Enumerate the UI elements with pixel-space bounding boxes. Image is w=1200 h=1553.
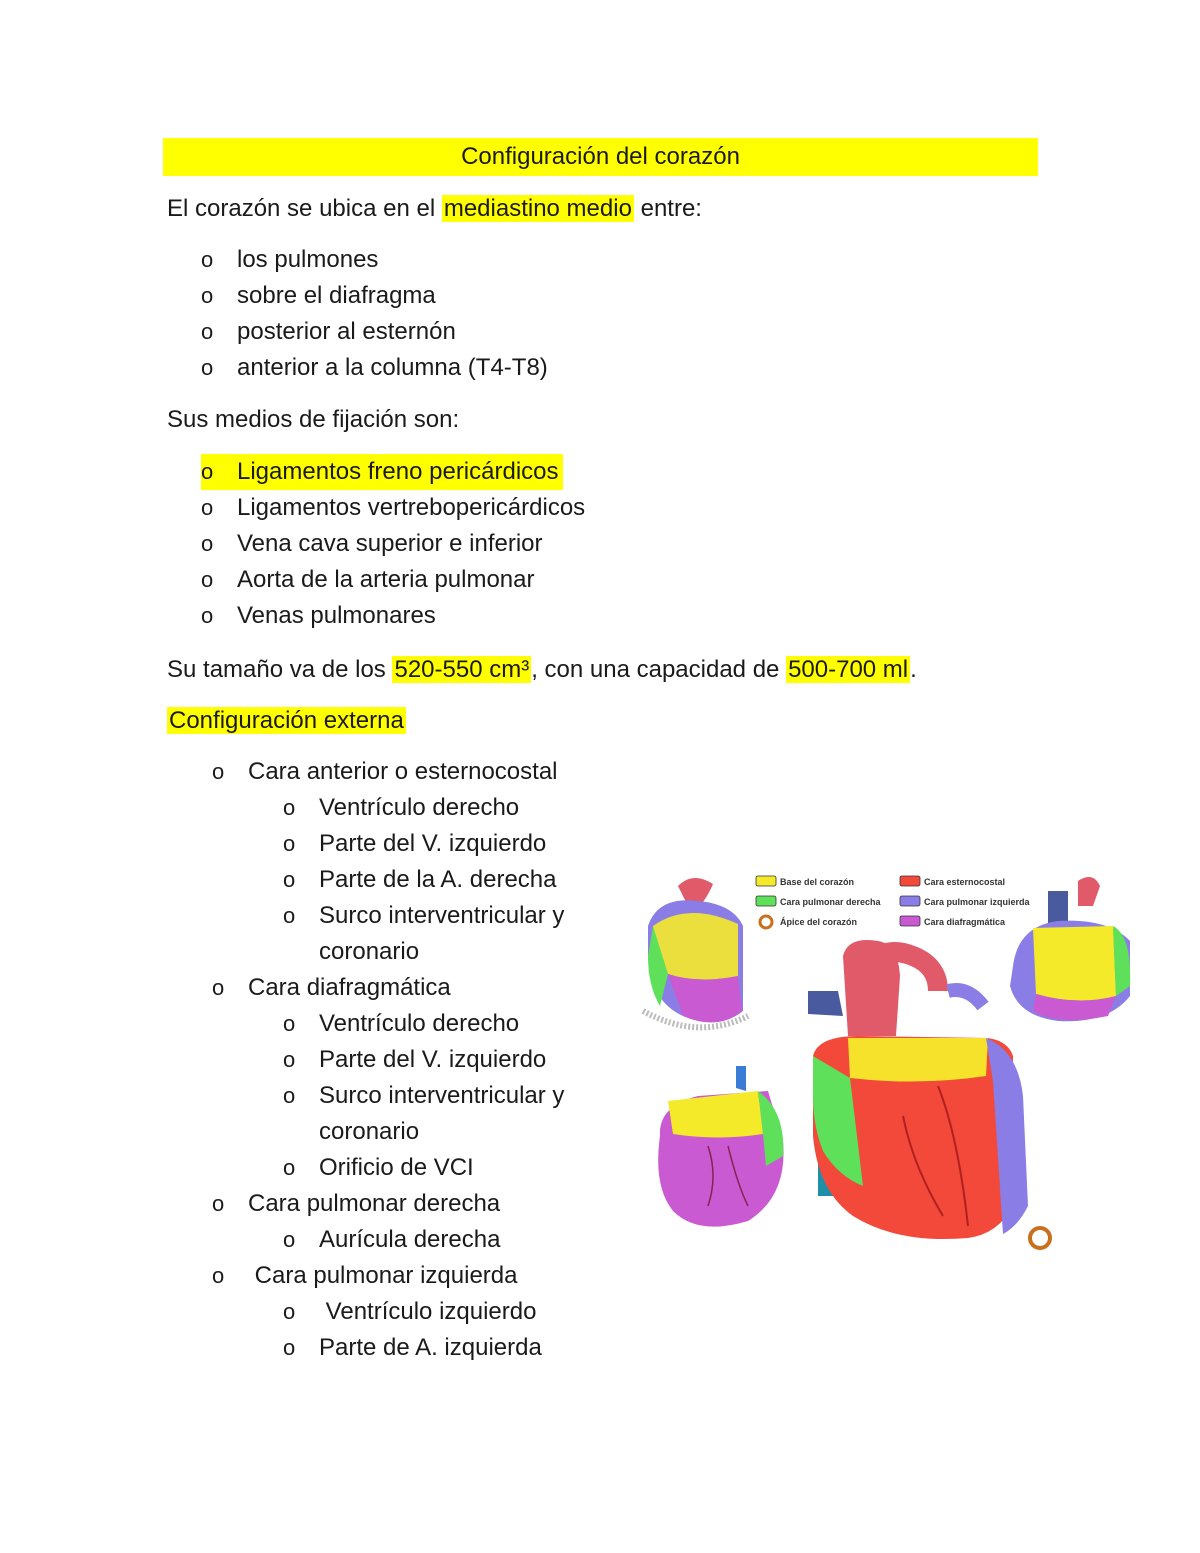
legend-label-sternocostal: Cara esternocostal <box>924 877 1006 887</box>
size-paragraph: Su tamaño va de los 520-550 cm³, con una capacidad de 500-700 ml. <box>167 656 917 683</box>
bullet-icon: o <box>201 283 214 308</box>
intro-after: entre: <box>633 195 702 222</box>
list-item: o Cara pulmonar izquierda <box>212 1262 518 1289</box>
page-title: Configuración del corazón <box>163 138 1038 176</box>
bullet-icon: o <box>201 247 214 272</box>
legend-swatch-right-pulmonary <box>756 896 776 906</box>
legend-swatch-base <box>756 876 776 886</box>
capacity-value: 500-700 ml <box>788 656 909 683</box>
list-item: o los pulmones <box>237 242 548 278</box>
list-item: o Cara anterior o esternocostal <box>248 754 564 790</box>
list-item: o Aorta de la arteria pulmonar <box>237 562 585 598</box>
bullet-icon: o <box>201 495 214 520</box>
list-item: o Venas pulmonares <box>237 598 585 634</box>
intro-paragraph <box>167 192 702 226</box>
sub-list-item: o Orificio de VCI <box>283 1154 474 1181</box>
bullet-icon: o <box>201 319 214 344</box>
legend-swatch-sternocostal <box>900 876 920 886</box>
list-item: o sobre el diafragma <box>237 278 548 314</box>
fixation-heading: Sus medios de fijación son: <box>167 406 460 433</box>
sub-list-item: o Surco interventricular y <box>283 1082 565 1109</box>
sub-list-item: o Parte del V. izquierdo <box>283 1046 547 1073</box>
list-item: o Cara pulmonar derecha <box>212 1190 501 1217</box>
list-item: o Vena cava superior e inferior <box>237 526 585 562</box>
bullet-icon: o <box>201 459 214 484</box>
sub-list-item: o Ventrículo derecho <box>283 1010 520 1037</box>
intro-highlight: mediastino medio <box>443 195 632 222</box>
bullet-icon: o <box>201 567 214 592</box>
legend-label-diaphragmatic: Cara diafragmática <box>924 917 1006 927</box>
sub-list-item: o Parte de la A. derecha <box>283 866 557 893</box>
external-heading: Configuración externa <box>169 707 404 734</box>
legend-label-apex: Ápice del corazón <box>780 917 858 927</box>
location-list <box>201 242 548 386</box>
bullet-icon: o <box>201 603 214 628</box>
sub-list-item: coronario <box>319 1118 420 1145</box>
legend-swatch-diaphragmatic <box>900 916 920 926</box>
heart-figure <box>638 866 1138 1256</box>
sub-list-item: o Aurícula derecha <box>283 1226 501 1253</box>
sub-list-item: o Surco interventricular y <box>283 902 565 929</box>
list-item: o anterior a la columna (T4-T8) <box>237 350 548 386</box>
sub-list-item: o Parte del V. izquierdo <box>283 830 547 857</box>
sub-list-item: coronario <box>319 938 420 965</box>
intro-before: El corazón se ubica en el <box>167 195 442 222</box>
list-item: o posterior al esternón <box>237 314 548 350</box>
legend-label-right-pulmonary: Cara pulmonar derecha <box>780 897 881 907</box>
heart-diagram <box>638 866 1138 1256</box>
bullet-icon: o <box>201 531 214 556</box>
legend-swatch-left-pulmonary <box>900 896 920 906</box>
size-value: 520-550 cm³ <box>394 656 530 683</box>
bullet-icon: o <box>212 759 225 784</box>
fixation-list <box>201 454 586 634</box>
sub-list-item: o Ventrículo izquierdo <box>283 1298 537 1325</box>
external-list <box>212 754 565 1366</box>
list-item: o Ligamentos freno pericárdicos <box>237 454 585 490</box>
legend-label-left-pulmonary: Cara pulmonar izquierda <box>924 897 1030 907</box>
sub-list-item: o Ventrículo derecho <box>283 794 520 821</box>
bullet-icon: o <box>201 355 214 380</box>
list-item: o Cara diafragmática <box>212 974 451 1001</box>
list-item: o Ligamentos vertrebopericárdicos <box>237 490 585 526</box>
legend-label-base: Base del corazón <box>780 877 855 887</box>
sub-list-item: o Parte de A. izquierda <box>283 1334 542 1361</box>
